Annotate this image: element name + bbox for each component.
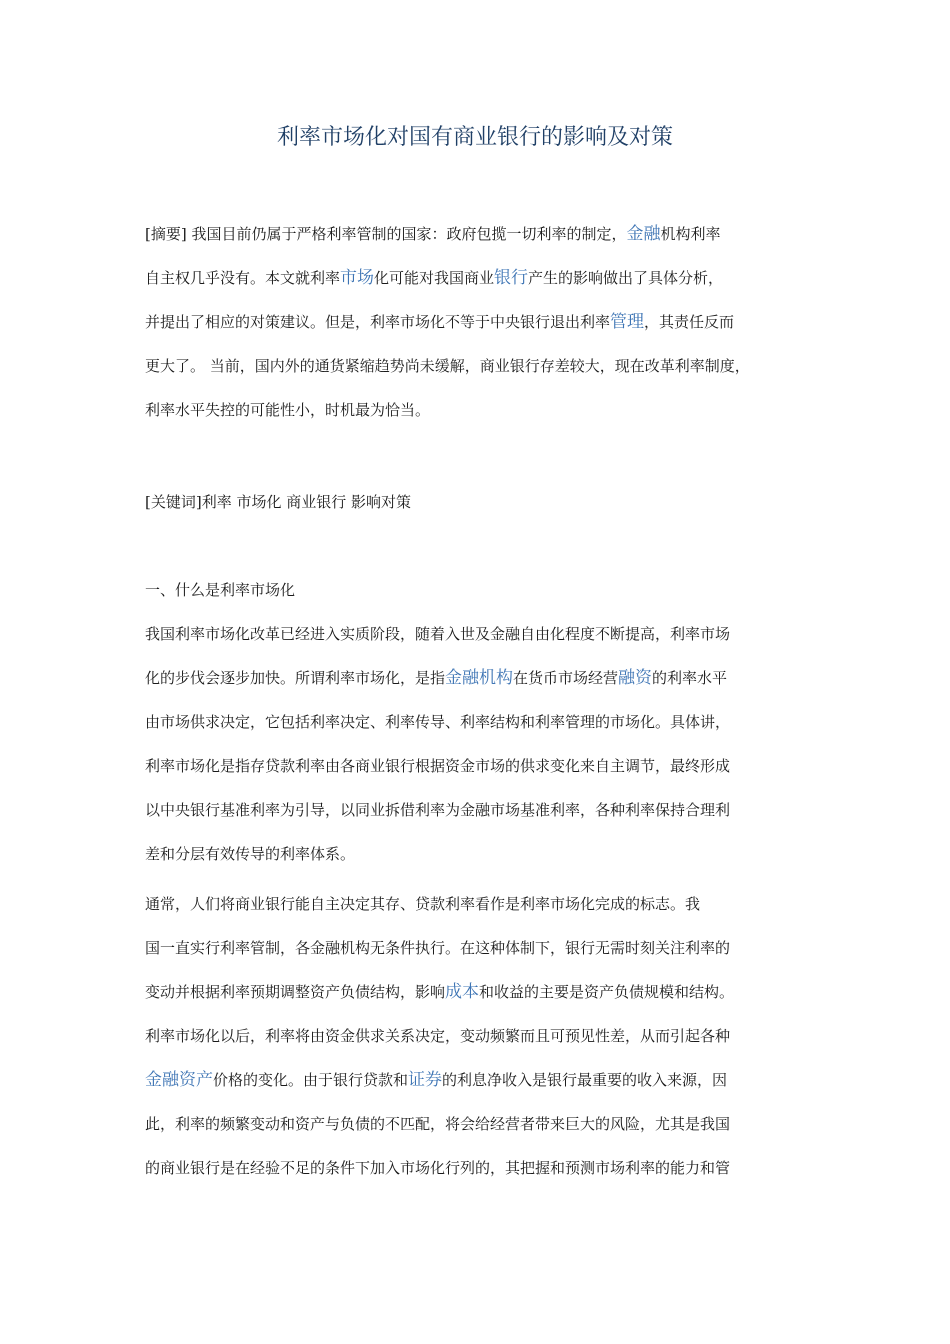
- keyword-link[interactable]: 金融资产: [145, 1070, 213, 1090]
- text-run: 变动并根据利率预期调整资产负债结构，影响: [145, 983, 446, 1001]
- text-run: [关键词]利率 市场化 商业银行 影响对策: [145, 493, 412, 511]
- text-run: 价格的变化。由于银行贷款和: [213, 1071, 409, 1089]
- body-line: [145, 711, 730, 733]
- text-run: 一、什么是利率市场化: [145, 581, 296, 599]
- abstract-line: [145, 355, 750, 377]
- text-run: 我国利率市场化改革已经进入实质阶段，随着入世及金融自由化程度不断提高，利率市场: [145, 625, 731, 643]
- text-run: 的利率水平: [652, 669, 728, 687]
- abstract-line: [145, 223, 721, 245]
- body-line: [145, 623, 730, 645]
- text-run: 和收益的主要是资产负债规模和结构。: [479, 983, 735, 1001]
- section-heading: [145, 579, 295, 601]
- keyword-link[interactable]: 证券: [408, 1070, 443, 1090]
- text-run: 差和分层有效传导的利率体系。: [145, 845, 356, 863]
- text-run: 利率水平失控的可能性小，时机最为恰当。: [145, 401, 431, 419]
- text-run: 利率市场化以后，利率将由资金供求关系决定，变动频繁而且可预见性差，从而引起各种: [145, 1027, 731, 1045]
- body-line: [145, 1113, 730, 1135]
- keyword-link[interactable]: 市场: [340, 268, 375, 288]
- abstract-line: [145, 267, 723, 289]
- body-line: [145, 755, 730, 777]
- keyword-link[interactable]: 融资: [618, 668, 653, 688]
- text-run: 的利息净收入是银行最重要的收入来源，因: [442, 1071, 728, 1089]
- body-line: [145, 1157, 730, 1179]
- text-run: 并提出了相应的对策建议。但是，利率市场化不等于中央银行退出利率: [145, 313, 611, 331]
- body-line: [145, 1069, 727, 1091]
- body-line: [145, 1025, 730, 1047]
- text-run: 化可能对我国商业: [374, 269, 495, 287]
- text-run: 产生的影响做出了具体分析，: [528, 269, 724, 287]
- text-run: ，其责任反而: [644, 313, 735, 331]
- body-line: [145, 937, 730, 959]
- body-line: [145, 981, 734, 1003]
- keyword-link[interactable]: 金融: [626, 224, 661, 244]
- text-run: 自主权几乎没有。本文就利率: [145, 269, 341, 287]
- text-run: 在货币市场经营: [513, 669, 619, 687]
- body-line: [145, 667, 727, 689]
- document-title: 利率市场化对国有商业银行的影响及对策: [276, 125, 673, 150]
- text-run: 通常，人们将商业银行能自主决定其存、贷款利率看作是利率市场化完成的标志。我: [145, 895, 701, 913]
- abstract-line: [145, 399, 430, 421]
- keyword-link[interactable]: 银行: [494, 268, 529, 288]
- text-run: 此，利率的频繁变动和资产与负债的不匹配，将会给经营者带来巨大的风险，尤其是我国: [145, 1115, 731, 1133]
- body-line: [145, 843, 355, 865]
- keyword-link[interactable]: 金融机构: [445, 668, 514, 688]
- text-run: 利率市场化是指存贷款利率由各商业银行根据资金市场的供求变化来自主调节，最终形成: [145, 757, 731, 775]
- keyword-link[interactable]: 管理: [610, 312, 645, 332]
- text-run: [摘要] 我国目前仍属于严格利率管制的国家：政府包揽一切利率的制定，: [145, 225, 627, 243]
- text-run: 化的步伐会逐步加快。所谓利率市场化，是指: [145, 669, 446, 687]
- text-run: 更大了。 当前，国内外的通货紧缩趋势尚未缓解，商业银行存差较大，现在改革利率制度，: [145, 357, 750, 375]
- text-run: 的商业银行是在经验不足的条件下加入市场化行列的，其把握和预测市场利率的能力和管: [145, 1159, 731, 1177]
- keywords-line: [145, 491, 411, 513]
- text-run: 由市场供求决定，它包括利率决定、利率传导、利率结构和利率管理的市场化。具体讲，: [145, 713, 731, 731]
- body-line: [145, 799, 730, 821]
- abstract-line: [145, 311, 734, 333]
- keyword-link[interactable]: 成本: [445, 982, 480, 1002]
- body-line: [145, 893, 700, 915]
- text-run: 机构利率: [660, 225, 721, 243]
- text-run: 国一直实行利率管制，各金融机构无条件执行。在这种体制下，银行无需时刻关注利率的: [145, 939, 731, 957]
- text-run: 以中央银行基准利率为引导，以同业拆借利率为金融市场基准利率，各种利率保持合理利: [145, 801, 731, 819]
